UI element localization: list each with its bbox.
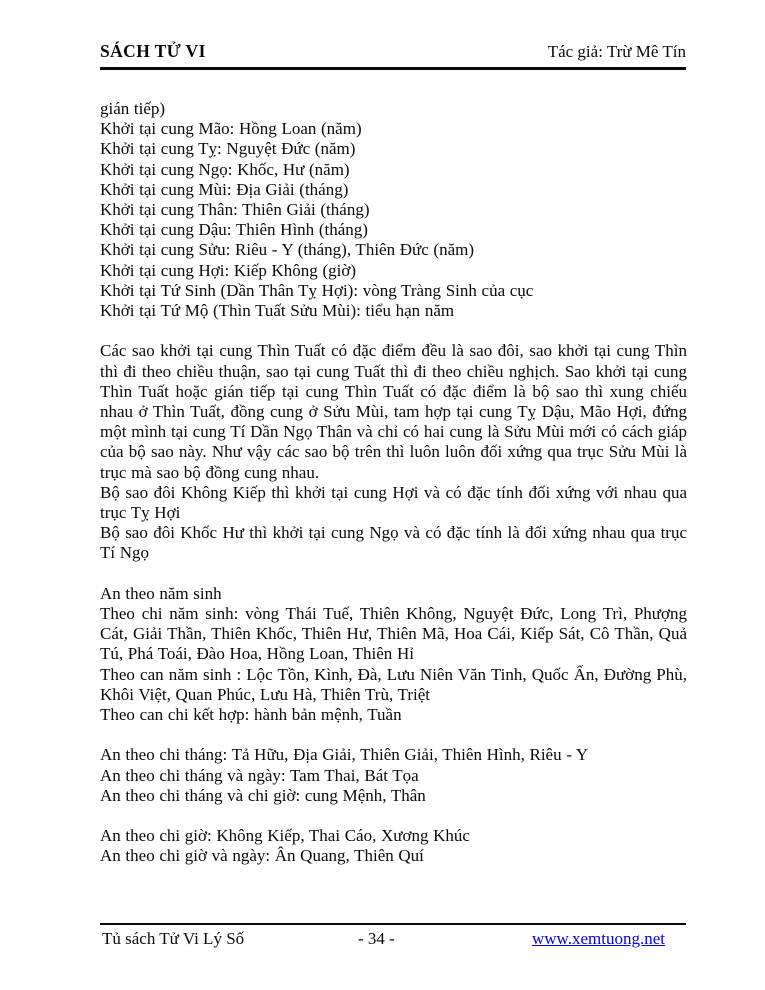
khoi-cung-dau-line: Khởi tại cung Dậu: Thiên Hình (tháng) [100, 220, 368, 240]
khoi-cung-mui-line: Khởi tại cung Mùi: Địa Giải (tháng) [100, 179, 349, 199]
website-link[interactable]: www.xemtuong.net [532, 929, 665, 948]
paragraph-theo-can-nam-sinh: Theo can năm sinh : Lộc Tồn, Kình, Đà, Lưu Niên Văn Tinh, Quốc Ấn, Đường Phù, Khôi Việt, Quan Phúc, Lưu Hà, Thiên Trù, Triệt [100, 664, 687, 704]
khoi-cung-ngo-line: Khởi tại cung Ngọ: Khốc, Hư (năm) [100, 159, 350, 179]
blank [100, 321, 687, 341]
khoi-cung-hoi-line: Khởi tại cung Hợi: Kiếp Không (giờ) [100, 260, 356, 280]
section-heading-an-theo-nam-sinh: An theo năm sinh [100, 583, 222, 603]
paragraph-theo-can-chi: Theo can chi kết hợp: hành bản mệnh, Tuần [100, 705, 402, 725]
paragraph-an-theo-chi-thang-gio: An theo chi tháng và chi giờ: cung Mệnh, Thân [100, 785, 426, 805]
author-label: Tác giả: Trừ Mê Tín [547, 42, 686, 61]
blank [100, 564, 687, 584]
paragraph-thin-tuat: Các sao khởi tại cung Thìn Tuất có đặc điểm đều là sao đôi, sao khởi tại cung Thìn thì đi theo chiều thuận, sao tại cung Tuất thì đi theo chiều nghịch. Sao khởi tại cung Thìn Tuất hoặc gián tiếp tại cung Thìn Tuất có đặc điểm là bộ sao thì xung chiếu nhau ở Thìn Tuất, đồng cung ở Sửu Mùi, tam hợp tại cung Tỵ Dậu, Mão Hợi, đứng một mình tại cung Tí Dần Ngọ Thân và chỉ có hai cung là Sửu Mùi mới có cách giáp của bộ sao này. Như vậy các sao bộ trên thì luôn luôn đối xứng qua trục Sửu Mùi là trục mà sao bộ đồng cung nhau. [100, 341, 687, 482]
series-label: Tủ sách Tử Vi Lý Số [102, 929, 245, 948]
body-text [100, 99, 687, 867]
khoi-tu-sinh-line: Khởi tại Tứ Sinh (Dần Thân Tỵ Hợi): vòng Tràng Sinh của cục [100, 280, 534, 300]
blank [100, 725, 687, 745]
page-header [100, 41, 686, 70]
paragraph-an-theo-chi-thang-ngay: An theo chi tháng và ngày: Tam Thai, Bát Tọa [100, 765, 419, 785]
paragraph-an-theo-chi-gio: An theo chi giờ: Không Kiếp, Thai Cáo, Xương Khúc [100, 826, 470, 846]
page-number: - 34 - [358, 929, 395, 948]
khoi-cung-than-line: Khởi tại cung Thân: Thiên Giải (tháng) [100, 200, 370, 220]
paragraph-khoc-hu: Bộ sao đôi Khốc Hư thì khởi tại cung Ngọ và có đặc tính là đối xứng nhau qua trục Tí Ngọ [100, 523, 687, 563]
paragraph-an-theo-chi-thang: An theo chi tháng: Tả Hữu, Địa Giải, Thiên Giải, Thiên Hình, Riêu - Y [100, 745, 589, 765]
paragraph-theo-chi-nam-sinh: Theo chi năm sinh: vòng Thái Tuế, Thiên Không, Nguyệt Đức, Long Trì, Phượng Cát, Giải Thần, Thiên Khốc, Thiên Hư, Thiên Mã, Hoa Cái, Kiếp Sát, Cô Thần, Quả Tú, Phá Toái, Đào Hoa, Hồng Loan, Thiên Hỉ [100, 604, 687, 664]
khoi-tu-mo-line: Khởi tại Tứ Mộ (Thìn Tuất Sửu Mùi): tiểu hạn năm [100, 301, 455, 321]
continuation-line: gián tiếp) [100, 99, 166, 118]
khoi-cung-ty-line: Khởi tại cung Tỵ: Nguyệt Đức (năm) [100, 139, 356, 159]
book-title: SÁCH TỬ VI [100, 41, 206, 61]
paragraph-khong-kiep: Bộ sao đôi Không Kiếp thì khởi tại cung Hợi và có đặc tính đối xứng với nhau qua trục Tỵ Hợi [100, 482, 687, 523]
page-footer [100, 923, 686, 957]
blank [100, 806, 687, 826]
paragraph-an-theo-chi-gio-ngay: An theo chi giờ và ngày: Ân Quang, Thiên Quí [100, 846, 424, 866]
khoi-cung-suu-line: Khởi tại cung Sửu: Riêu - Y (tháng), Thiên Đức (năm) [100, 240, 475, 260]
khoi-cung-mao-line: Khởi tại cung Mão: Hồng Loan (năm) [100, 119, 362, 139]
